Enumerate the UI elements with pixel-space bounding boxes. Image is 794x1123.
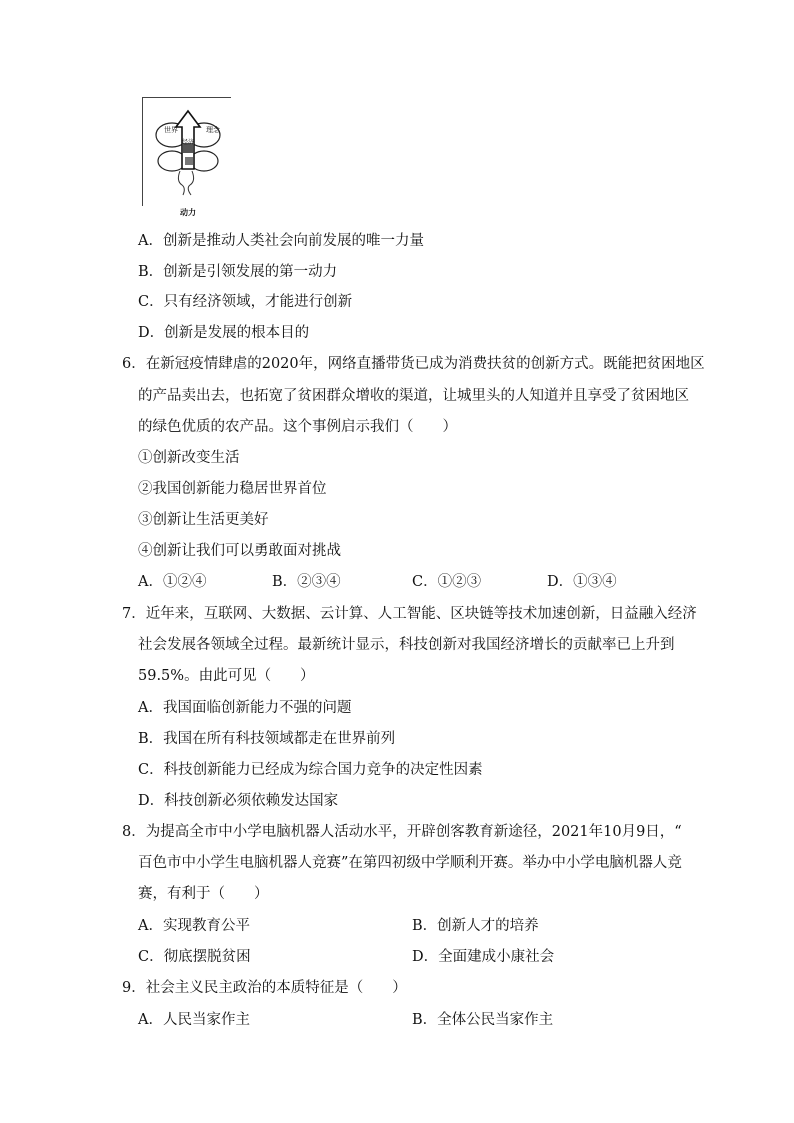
figure-label: 经济 xyxy=(182,139,195,146)
q6-stem-line: 的绿色优质的农产品。这个事例启示我们（ ） xyxy=(138,419,457,435)
q6-option-d: D．①③④ xyxy=(547,574,617,590)
q5-option-a: A．创新是推动人类社会向前发展的唯一力量 xyxy=(138,233,424,249)
q5-option-d: D．创新是发展的根本目的 xyxy=(138,325,310,341)
q8-options-row-1 xyxy=(0,914,794,934)
q7-stem-line: 7．近年来，互联网、大数据、云计算、人工智能、区块链等技术加速创新，日益融入经济 xyxy=(122,606,697,622)
q6-options-row xyxy=(0,570,794,590)
q8-options-row-2 xyxy=(0,945,794,965)
q9-stem-line: 9．社会主义民主政治的本质特征是（ ） xyxy=(122,980,407,996)
q9-options-row xyxy=(0,1008,794,1028)
dynamics-illustration xyxy=(142,97,232,217)
figure-label: 理念 xyxy=(206,126,220,134)
q6-statement: ①创新改变生活 xyxy=(138,450,240,466)
q5-option-c: C．只有经济领域，才能进行创新 xyxy=(138,294,353,310)
q6-stem-line: 6．在新冠疫情肆虐的2020年，网络直播带货已成为消费扶贫的创新方式。既能把贫困地区 xyxy=(122,356,705,372)
q9-option-b: B．全体公民当家作主 xyxy=(412,1012,554,1028)
q6-option-c: C．①②③ xyxy=(412,574,482,590)
q6-statement: ②我国创新能力稳居世界首位 xyxy=(138,481,327,497)
q6-option-a: A．①②④ xyxy=(138,574,207,590)
q6-statement: ③创新让生活更美好 xyxy=(138,512,269,528)
figure-caption: 动力 xyxy=(180,208,196,217)
q6-statement: ④创新让我们可以勇敢面对挑战 xyxy=(138,543,341,559)
q6-option-b: B．②③④ xyxy=(272,574,341,590)
q7-stem-line: 社会发展各领域全过程。最新统计显示，科技创新对我国经济增长的贡献率已上升到 xyxy=(138,637,675,653)
q7-option-a: A．我国面临创新能力不强的问题 xyxy=(138,700,352,716)
innovation-arrow-drawing xyxy=(142,97,232,205)
q9-option-a: A．人民当家作主 xyxy=(138,1012,250,1028)
q8-stem-line: 赛，有利于（ ） xyxy=(138,886,269,902)
q7-option-b: B．我国在所有科技领域都走在世界前列 xyxy=(138,731,396,747)
q7-option-c: C．科技创新能力已经成为综合国力竞争的决定性因素 xyxy=(138,762,483,778)
q8-stem-line: 百色市中小学生电脑机器人竞赛”在第四初级中学顺利开赛。举办中小学电脑机器人竞 xyxy=(138,855,682,871)
q8-option-b: B．创新人才的培养 xyxy=(412,918,539,934)
q8-option-a: A．实现教育公平 xyxy=(138,918,250,934)
q7-option-d: D．科技创新必须依赖发达国家 xyxy=(138,793,339,809)
figure-label: 世界 xyxy=(164,126,178,134)
q5-option-b: B．创新是引领发展的第一动力 xyxy=(138,264,338,280)
q6-stem-line: 的产品卖出去，也拓宽了贫困群众增收的渠道，让城里头的人知道并且享受了贫困地区 xyxy=(138,388,689,404)
q8-option-d: D．全面建成小康社会 xyxy=(412,949,555,965)
q8-stem-line: 8．为提高全市中小学电脑机器人活动水平，开辟创客教育新途径，2021年10月9日，“ xyxy=(122,824,682,840)
q8-option-c: C．彻底摆脱贫困 xyxy=(138,949,251,965)
q7-stem-line: 59.5%。由此可见（ ） xyxy=(138,668,315,684)
